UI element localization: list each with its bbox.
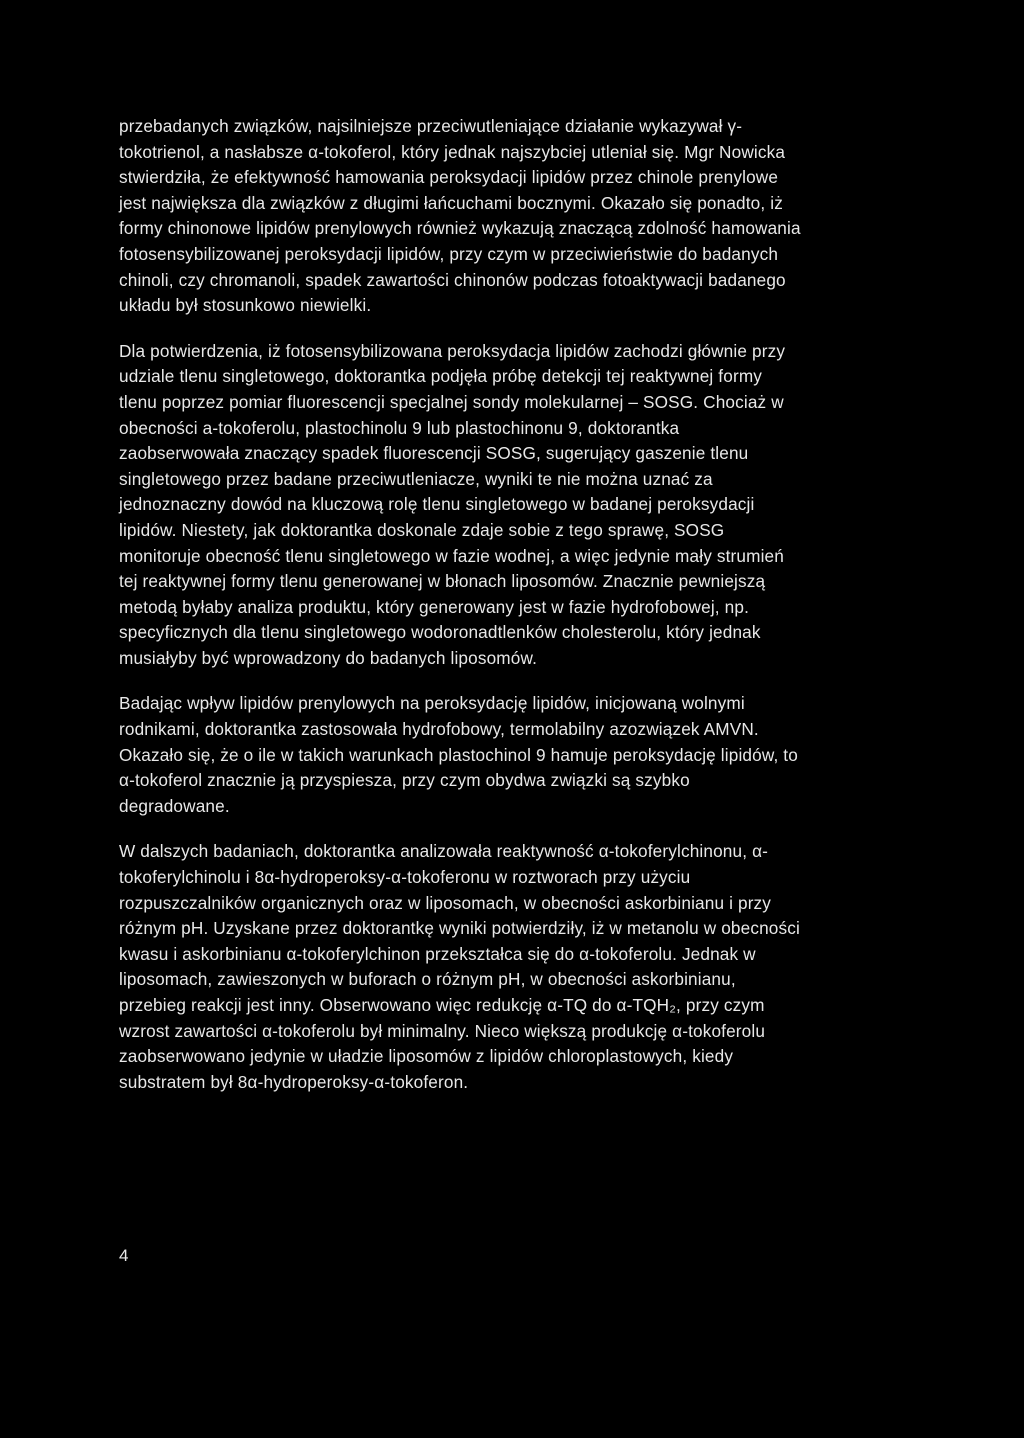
text-line: α-tokoferol znacznie ją przyspiesza, przy czym obydwa związki są szybko [119, 770, 690, 791]
text-line: rozpuszczalników organicznych oraz w liposomach, w obecności askorbinianu i przy [119, 892, 772, 913]
text-line: przebadanych związków, najsilniejsze przeciwutleniające działanie wykazywał γ- [119, 116, 743, 136]
text-line: Dla potwierdzenia, iż fotosensybilizowana peroksydacja lipidów zachodzi głównie przy [119, 340, 786, 361]
paragraph-4 [119, 839, 909, 1095]
text-line: fotosensybilizowanej peroksydacji lipidów, przy czym w przeciwieństwie do badanych [119, 243, 779, 264]
text-line: stwierdziła, że efektywność hamowania peroksydacji lipidów przez chinole prenylowe [119, 167, 779, 188]
text-line: różnym pH. Uzyskane przez doktorantkę wyniki potwierdziły, iż w metanolu w obecności [119, 918, 800, 939]
text-line: zaobserwowano jedynie w uładzie liposomów z lipidów chloroplastowych, kiedy [119, 1046, 734, 1067]
text-line: singletowego przez badane przeciwutleniacze, wyniki te nie można uznać za [119, 468, 713, 489]
text-line: tokoferylchinolu i 8α-hydroperoksy-α-tokoferonu w roztworach przy użyciu [119, 867, 691, 888]
text-line: formy chinonowe lipidów prenylowych również wykazują znaczącą zdolność hamowania [119, 218, 801, 239]
text-line: musiałyby być wprowadzony do badanych liposomów. [119, 647, 538, 668]
text-line: tokotrienol, a nasłabsze α-tokoferol, który jednak najszybciej utleniał się. Mgr Nowicka [119, 141, 786, 162]
text-line: substratem był 8α-hydroperoksy-α-tokoferon. [119, 1071, 469, 1092]
paragraph-2 [119, 339, 909, 672]
text-line: obecności a-tokoferolu, plastochinolu 9 lub plastochinonu 9, doktorantka [119, 417, 680, 438]
text-line: specyficznych dla tlenu singletowego wodoronadtlenków cholesterolu, który jednak [119, 622, 761, 643]
paragraph-3 [119, 691, 909, 819]
text-line: udziale tlenu singletowego, doktorantka podjęła próbę detekcji tej reaktywnej formy [119, 366, 763, 387]
text-line: degradowane. [119, 795, 230, 816]
text-line: kwasu i askorbinianu α-tokoferylchinon przekształca się do α-tokoferolu. Jednak w [119, 943, 756, 964]
text-line: układu był stosunkowo niewielki. [119, 295, 372, 316]
text-line: rodnikami, doktorantka zastosowała hydrofobowy, termolabilny azozwiązek AMVN. [119, 719, 759, 740]
text-line: chinoli, czy chromanoli, spadek zawartości chinonów podczas fotoaktywacji badanego [119, 269, 786, 290]
paragraph-1 [119, 114, 909, 319]
text-line: metodą byłaby analiza produktu, który generowany jest w fazie hydrofobowej, np. [119, 596, 749, 617]
page-number: 4 [119, 1246, 129, 1265]
text-line: tej reaktywnej formy tlenu generowanej w błonach liposomów. Znacznie pewniejszą [119, 571, 766, 592]
text-line: monitoruje obecność tlenu singletowego w fazie wodnej, a więc jedynie mały strumień [119, 545, 784, 566]
text-line: Okazało się, że o ile w takich warunkach plastochinol 9 hamuje peroksydację lipidów, to [119, 744, 798, 765]
text-line: W dalszych badaniach, doktorantka analizowała reaktywność α-tokoferylchinonu, α- [119, 841, 769, 862]
text-line: lipidów. Niestety, jak doktorantka doskonale zdaje sobie z tego sprawę, SOSG [119, 519, 725, 540]
text-line: tlenu poprzez pomiar fluorescencji specjalnej sondy molekularnej – SOSG. Chociaż w [119, 391, 784, 412]
text-line: Badając wpływ lipidów prenylowych na peroksydację lipidów, inicjowaną wolnymi [119, 693, 745, 714]
text-line: jednoznaczny dowód na kluczową rolę tlenu singletowego w badanej peroksydacji [119, 494, 755, 515]
body-text [119, 114, 909, 1115]
text-line: jest największa dla związków z długimi łańcuchami bocznymi. Okazało się ponadto, iż [119, 192, 783, 213]
text-line: liposomach, zawieszonych w buforach o różnym pH, w obecności askorbinianu, [119, 969, 736, 990]
text-line: zaobserwowała znaczący spadek fluorescencji SOSG, sugerujący gaszenie tlenu [119, 443, 749, 464]
text-line: przebieg reakcji jest inny. Obserwowano więc redukcję α-TQ do α-TQH₂, przy czym [119, 995, 765, 1015]
text-line: wzrost zawartości α-tokoferolu był minimalny. Nieco większą produkcję α-tokoferolu [119, 1020, 766, 1041]
